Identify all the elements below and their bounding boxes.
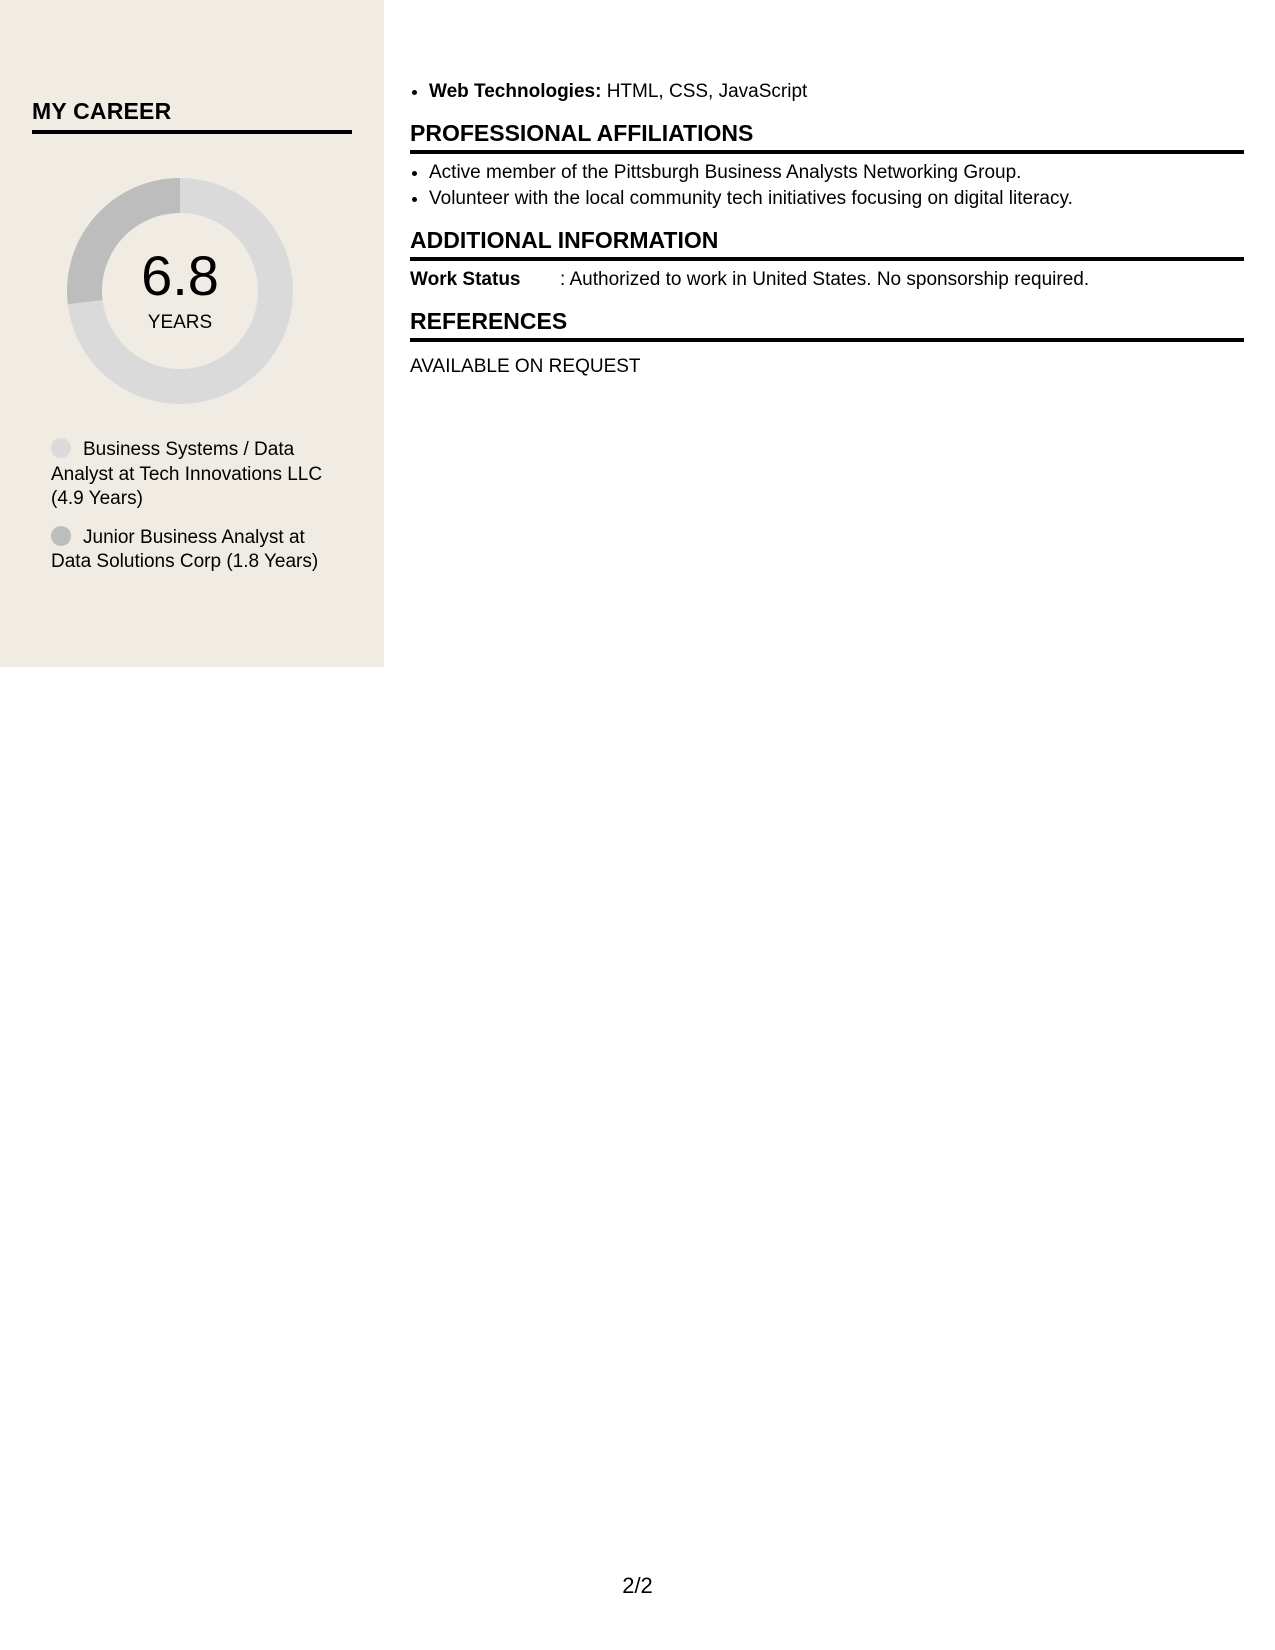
affiliation-item: • Volunteer with the local community tech initiatives focusing on digital literacy.	[429, 186, 1244, 212]
page-number: 2/2	[622, 1573, 653, 1598]
work-status-label: Work Status	[410, 269, 521, 290]
main-content	[410, 79, 1244, 380]
legend-item	[51, 438, 336, 512]
legend-label: Business Systems / Data Analyst at Tech Innovations LLC (4.9 Years)	[51, 439, 323, 509]
affiliations-heading: PROFESSIONAL AFFILIATIONS	[410, 118, 1244, 154]
skill-label: Web Technologies:	[429, 81, 602, 102]
legend-item	[51, 526, 336, 575]
legend-swatch-1	[51, 438, 71, 458]
total-years-value: 6.8	[141, 244, 219, 307]
skills-list	[410, 79, 1244, 105]
skill-value: HTML, CSS, JavaScript	[601, 81, 808, 102]
total-years-unit: YEARS	[147, 312, 213, 333]
career-heading: MY CAREER	[32, 96, 352, 134]
references-text: AVAILABLE ON REQUEST	[410, 356, 641, 377]
work-status-value: : Authorized to work in United States. No sponsorship required.	[560, 269, 1090, 290]
skill-item	[429, 79, 1244, 105]
affiliations-list	[410, 160, 1244, 212]
work-status-row	[410, 267, 1244, 293]
affiliation-item: • Active member of the Pittsburgh Business Analysts Networking Group.	[429, 160, 1244, 186]
references-heading: REFERENCES	[410, 306, 1244, 342]
legend-swatch-2	[51, 526, 71, 546]
legend-label: Junior Business Analyst at Data Solutions Corp (1.8 Years)	[51, 526, 319, 572]
career-sidebar	[0, 0, 384, 667]
additional-info-heading: ADDITIONAL INFORMATION	[410, 225, 1244, 261]
career-legend	[51, 438, 336, 589]
